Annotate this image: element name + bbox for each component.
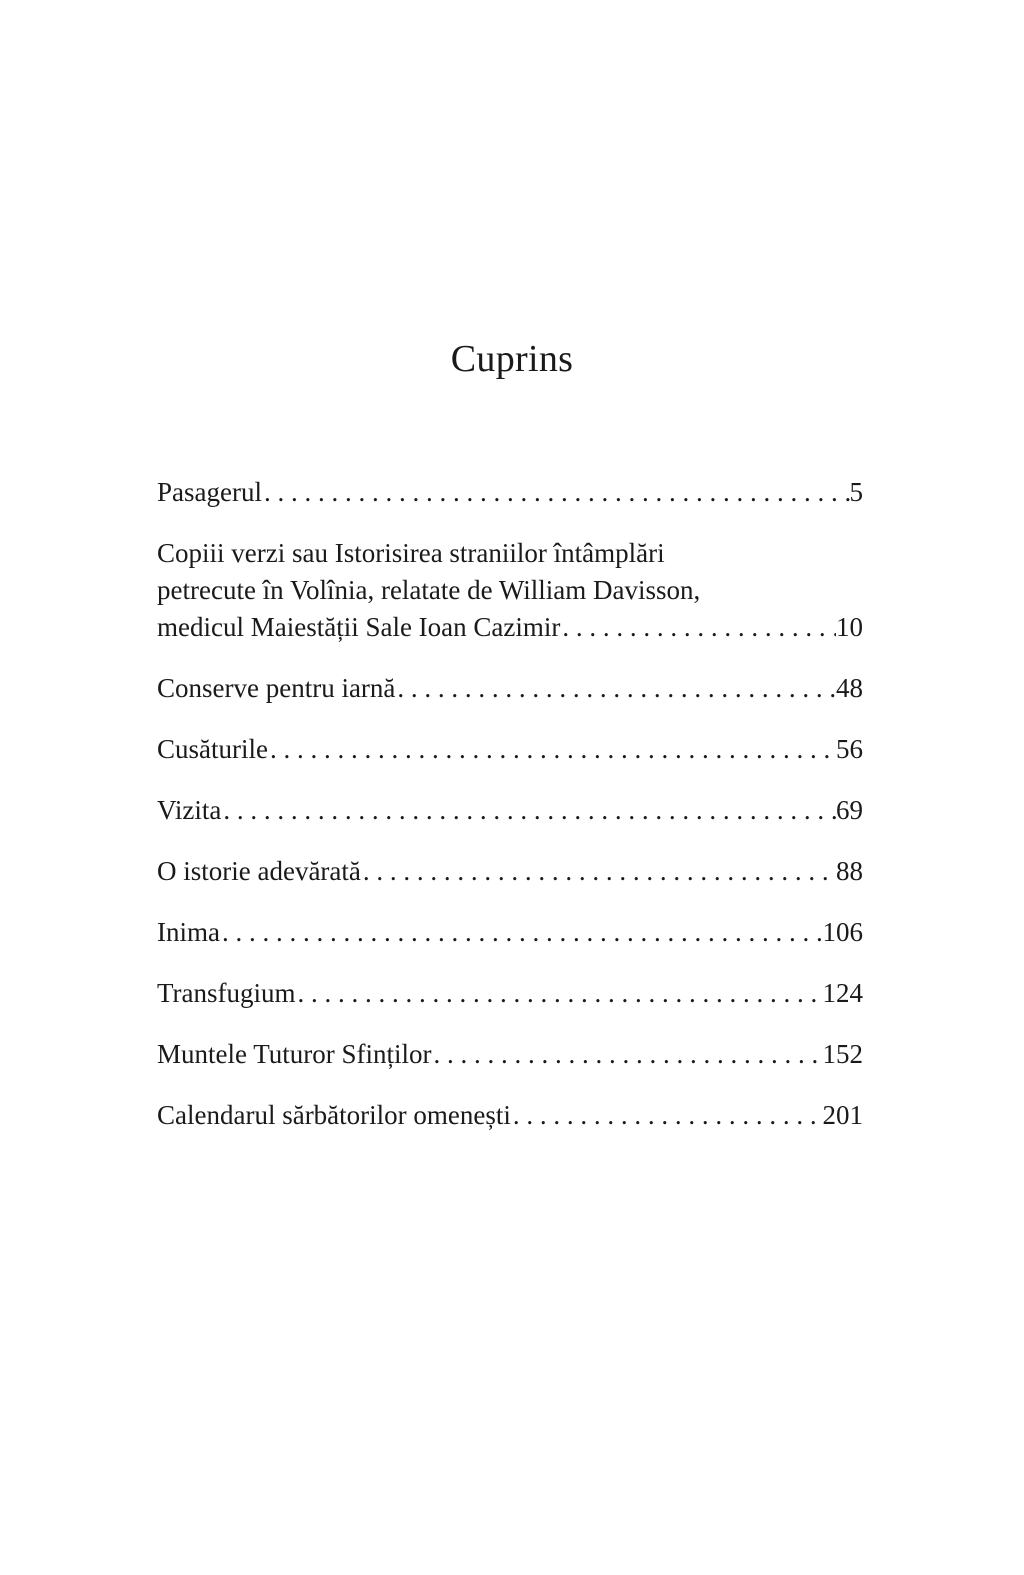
dot-leader [268,731,836,768]
toc-entry-title-line: petrecute în Volînia, relatate de William Davisson, [157,575,701,605]
toc-entry [157,853,863,890]
dot-leader [395,670,836,707]
dot-leader [220,914,823,951]
toc-page-number: 56 [836,734,863,764]
dot-leader [296,975,823,1012]
toc-line [157,731,863,768]
dot-leader [560,609,836,646]
toc-line [157,792,863,829]
toc-line [157,914,863,951]
toc-page-number: 124 [822,978,863,1008]
toc-entry [157,670,863,707]
toc-entry [157,474,863,511]
page-title: Cuprins [450,338,574,380]
toc-line [157,1097,863,1134]
toc-page-number: 106 [822,917,863,947]
toc-page-number: 10 [836,612,863,642]
toc-entry [157,914,863,951]
toc-line [157,474,863,511]
toc-entry-title: Muntele Tuturor Sfinților [157,1039,432,1069]
toc-entry-title: Cusăturile [157,734,268,764]
dot-leader [361,853,836,890]
toc-page-number: 152 [822,1039,863,1069]
toc-page-number: 201 [822,1100,863,1130]
toc-line [157,670,863,707]
toc-line [157,1036,863,1073]
toc-page-number: 69 [836,795,863,825]
toc-line [157,609,863,646]
toc-page-number: 48 [836,673,863,703]
toc-entry-title: Transfugium [157,978,296,1008]
toc-line [157,853,863,890]
toc-entry-title-line: Copiii verzi sau Istorisirea straniilor întâmplări [157,538,665,568]
toc-line [157,535,863,572]
toc-entry-title: medicul Maiestății Sale Ioan Cazimir [157,612,561,642]
toc-entry [157,731,863,768]
toc-entry [157,975,863,1012]
toc-entry-title: Inima [157,917,220,947]
toc-entry-title: Vizita [157,795,222,825]
toc-line [157,975,863,1012]
toc-line [157,572,863,609]
toc-page-number: 88 [836,856,863,886]
dot-leader [511,1097,823,1134]
toc-page-number: 5 [849,477,863,507]
toc-entry-title: Calendarul sărbătorilor omenești [157,1100,511,1130]
dot-leader [432,1036,823,1073]
toc-entry-title: Conserve pentru iarnă [157,673,396,703]
dot-leader [221,792,836,829]
toc-entry [157,1036,863,1073]
toc-entry-title: O istorie adevărată [157,856,361,886]
dot-leader [262,474,850,511]
toc-entry [157,792,863,829]
toc-entry-title: Pasagerul [157,477,262,507]
toc-entry [157,1097,863,1134]
toc-entry [157,535,863,646]
